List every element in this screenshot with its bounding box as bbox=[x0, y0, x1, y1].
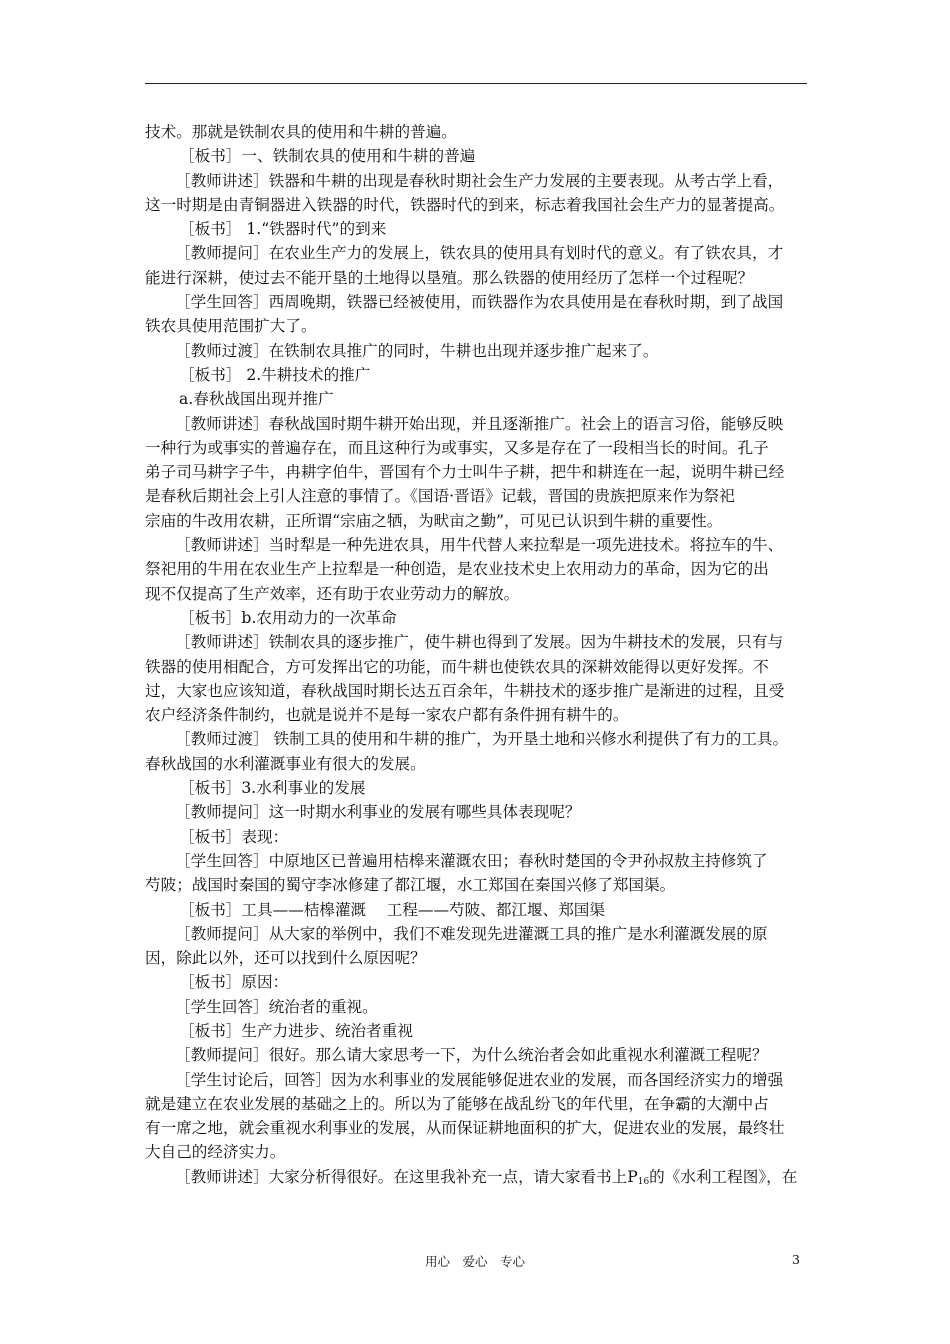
document-line: ［板书］b.农用动力的一次革命 bbox=[179, 608, 397, 627]
document-line: 祭祀用的牛用在农业生产上拉犁是一种创造，是农业技术史上农用动力的革命，因为它的出 bbox=[145, 560, 769, 579]
document-line: ［学生回答］西周晚期，铁器已经被使用，而铁器作为农具使用是在春秋时期，到了战国 bbox=[175, 293, 784, 312]
document-line: 这一时期是由青铜器进入铁器的时代，铁器时代的到来，标志着我国社会生产力的显著提高。 bbox=[145, 195, 785, 214]
document-body bbox=[145, 120, 809, 1189]
document-line: 就是建立在农业发展的基础之上的。所以为了能够在战乱纷飞的年代里，在争霸的大潮中占 bbox=[145, 1094, 769, 1113]
document-line: 春秋战国的水利灌溉事业有很大的发展。 bbox=[145, 754, 426, 773]
document-line: 有一席之地，就会重视水利事业的发展，从而保证耕地面积的扩大，促进农业的发展，最终壮 bbox=[145, 1119, 785, 1138]
page-footer bbox=[0, 1252, 950, 1272]
document-line: ［板书］ 1.“铁器时代”的到来 bbox=[179, 220, 387, 239]
document-line: 大自己的经济实力。 bbox=[145, 1143, 286, 1162]
document-line: 技术。那就是铁制农具的使用和牛耕的普遍。 bbox=[145, 123, 457, 141]
header-rule bbox=[145, 83, 807, 84]
last-line-tail: 的《水利工程图》，在 bbox=[649, 1167, 798, 1186]
document-line: ［板书］表现： bbox=[179, 827, 289, 846]
document-line: 铁农具使用范围扩大了。 bbox=[145, 317, 317, 336]
document-line: 铁器的使用相配合，方可发挥出它的功能，而牛耕也使铁农具的深耕效能得以更好发挥。不 bbox=[145, 657, 769, 676]
document-line: a.春秋战国出现并推广 bbox=[179, 390, 334, 409]
document-line: 一种行为或事实的普遍存在，而且这种行为或事实，又多是存在了一段相当长的时间。孔子 bbox=[145, 438, 769, 457]
paragraph-lines bbox=[145, 120, 809, 1165]
document-line: ［教师讲述］铁器和牛耕的出现是春秋时期社会生产力发展的主要表现。从考古学上看， bbox=[175, 171, 784, 190]
document-line: 现不仅提高了生产效率，还有助于农业劳动力的解放。 bbox=[145, 584, 520, 603]
document-line: 是春秋后期社会上引人注意的事情了。《国语·晋语》记载，晋国的贵族把原来作为祭祀 bbox=[145, 487, 735, 506]
document-line: ［教师过渡］在铁制农具推广的同时，牛耕也出现并逐步推广起来了。 bbox=[175, 341, 659, 360]
document-line: ［教师过渡］ 铁制工具的使用和牛耕的推广，为开垦土地和兴修水利提供了有力的工具。 bbox=[175, 730, 789, 749]
document-line: ［教师讲述］铁制农具的逐步推广，使牛耕也得到了发展。因为牛耕技术的发展，只有与 bbox=[175, 633, 784, 652]
document-line: ［教师提问］在农业生产力的发展上，铁农具的使用具有划时代的意义。有了铁农具，才 bbox=[175, 244, 784, 263]
document-line: 弟子司马耕字子牛，冉耕字伯牛，晋国有个力士叫牛子耕，把牛和耕连在一起，说明牛耕已经 bbox=[145, 463, 785, 482]
document-line: 宗庙的牛改用农耕，正所谓“宗庙之牺，为畎亩之勤”，可见已认识到牛耕的重要性。 bbox=[145, 511, 723, 530]
document-line: 芍陂；战国时秦国的蜀守李冰修建了都江堰，水工郑国在秦国兴修了郑国渠。 bbox=[145, 876, 676, 895]
document-line: ［板书］原因： bbox=[179, 973, 289, 992]
document-line: ［教师提问］很好。那么请大家思考一下，为什么统治者会如此重视水利灌溉工程呢？ bbox=[175, 1046, 768, 1065]
document-line: 过，大家也应该知道，春秋战国时期长达五百余年，牛耕技术的逐步推广是渐进的过程，且受 bbox=[145, 681, 785, 700]
document-line: ［学生回答］中原地区已普遍用桔槔来灌溉农田；春秋时楚国的令尹孙叔敖主持修筑了 bbox=[175, 851, 768, 870]
footer-motto: 用心 爱心 专心 bbox=[424, 1254, 525, 1269]
document-line: ［板书］生产力进步、统治者重视 bbox=[179, 1021, 413, 1040]
document-line: ［学生回答］统治者的重视。 bbox=[175, 997, 378, 1016]
page-ref-subscript: 16 bbox=[637, 1176, 650, 1187]
last-line-text: ［教师讲述］大家分析得很好。在这里我补充一点，请大家看书上P bbox=[175, 1167, 638, 1186]
document-line: ［教师提问］这一时期水利事业的发展有哪些具体表现呢？ bbox=[175, 803, 581, 822]
document-line: 农户经济条件制约，也就是说并不是每一家农户都有条件拥有耕牛的。 bbox=[145, 706, 629, 725]
document-line: 能进行深耕，使过去不能开垦的土地得以垦殖。那么铁器的使用经历了怎样一个过程呢？ bbox=[145, 268, 754, 287]
document-line: ［教师讲述］春秋战国时期牛耕开始出现，并且逐渐推广。社会上的语言习俗，能够反映 bbox=[175, 414, 784, 433]
document-line-last bbox=[145, 1165, 809, 1189]
document-line: ［教师讲述］当时犁是一种先进农具，用牛代替人来拉犁是一项先进技术。将拉车的牛、 bbox=[175, 536, 784, 555]
document-line: ［板书］工具——桔槔灌溉 工程——芍陂、都江堰、郑国渠 bbox=[179, 900, 605, 919]
document-line: ［板书］ 2.牛耕技术的推广 bbox=[179, 365, 371, 384]
document-line: ［板书］一、铁制农具的使用和牛耕的普遍 bbox=[179, 147, 476, 166]
document-line: 因，除此以外，还可以找到什么原因呢？ bbox=[145, 949, 426, 968]
document-line: ［学生讨论后，回答］因为水利事业的发展能够促进农业的发展，而各国经济实力的增强 bbox=[175, 1070, 784, 1089]
document-line: ［教师提问］从大家的举例中，我们不难发现先进灌溉工具的推广是水利灌溉发展的原 bbox=[175, 924, 768, 943]
document-line: ［板书］3.水利事业的发展 bbox=[179, 779, 366, 798]
page-number: 3 bbox=[792, 1252, 800, 1267]
